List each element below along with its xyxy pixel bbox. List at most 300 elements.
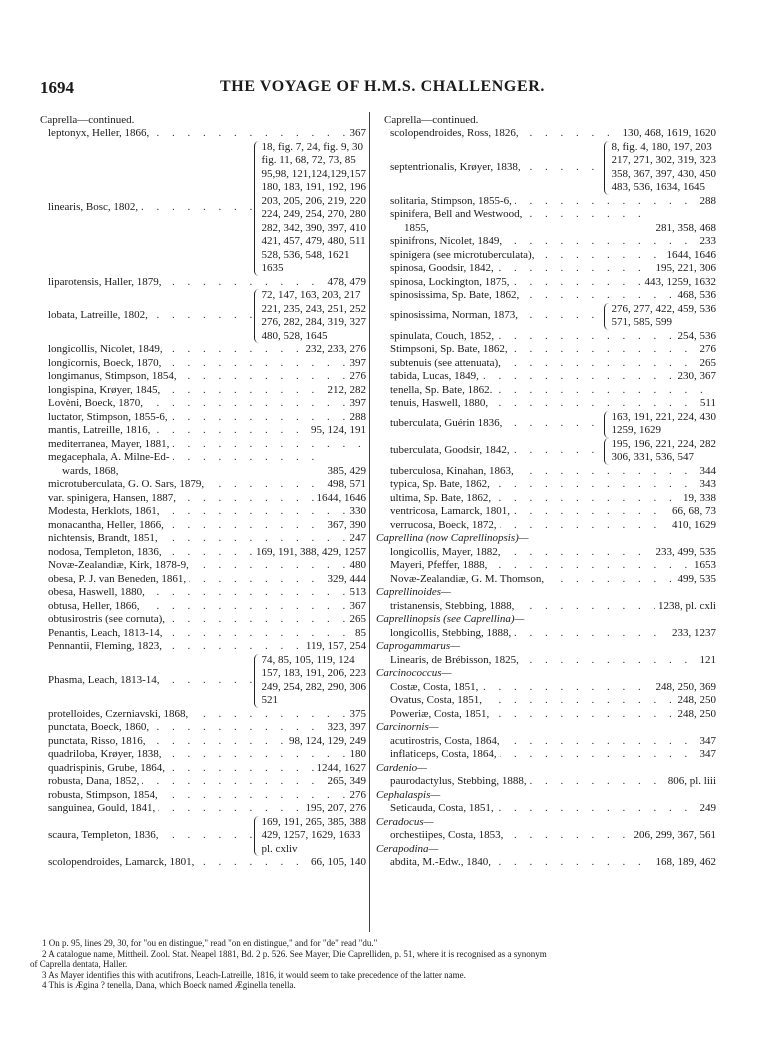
entry-name-text: tuberculosa, Kinahan, 1863,: [390, 465, 517, 477]
entry-name: [48, 411, 347, 425]
entry-name-text: subtenuis (see attenuata),: [390, 357, 504, 369]
entry-name: [390, 478, 697, 492]
entry-name-text: spinosissima, Norman, 1873,: [390, 309, 521, 321]
entry-name: [48, 276, 325, 290]
entry-name-text: liparotensis, Haller, 1879,: [48, 276, 165, 288]
entry-name-text: longicollis, Stebbing, 1888,: [390, 627, 514, 639]
entry-name: [390, 276, 642, 290]
entry-name: [48, 505, 347, 519]
index-entry: [376, 276, 716, 290]
index-entry: [376, 721, 716, 735]
entry-name-text: luctator, Stimpson, 1855-6,: [48, 411, 171, 423]
index-entry: [40, 573, 366, 587]
page-references: 212, 282: [325, 384, 367, 398]
entry-name-text: longicollis, Mayer, 1882,: [390, 546, 503, 558]
index-entry: [376, 330, 716, 344]
footnote: of Caprella dentata, Haller.: [30, 959, 128, 969]
left-entries: [40, 127, 366, 870]
entry-name: [390, 465, 697, 479]
reference-brace: [604, 438, 717, 465]
index-entry: [376, 681, 716, 695]
index-entry: [376, 667, 716, 681]
reference-line: 282, 342, 390, 397, 410: [261, 221, 366, 234]
page-references: 276: [347, 789, 367, 803]
entry-name: [390, 127, 620, 141]
entry-name-text: spinulata, Couch, 1852,: [390, 330, 497, 342]
genus-heading: Cardenio—: [376, 761, 427, 774]
entry-name-text: inflaticeps, Costa, 1864,: [390, 748, 500, 760]
reference-line: 429, 1257, 1629, 1633: [261, 829, 361, 841]
entry-name: [48, 424, 308, 438]
page-references: 265, 349: [325, 775, 367, 789]
genus-heading: Carcinornis—: [376, 721, 439, 733]
reference-brace: [254, 654, 367, 708]
page-number: 1694: [40, 78, 74, 97]
index-entry: [376, 735, 716, 749]
entry-name: [390, 249, 664, 263]
entry-name-text: leptonyx, Heller, 1866,: [48, 127, 152, 139]
entry-name: [390, 694, 675, 708]
reference-line: 521: [261, 694, 278, 706]
continued-heading: Caprella—continued.: [40, 114, 135, 126]
entry-name-text: mantis, Latreille, 1816,: [48, 424, 153, 436]
reference-brace: [604, 303, 717, 330]
entry-name: [48, 559, 347, 573]
reference-line: 169, 191, 265, 385, 388: [261, 815, 366, 828]
entry-name-text: Linearis, de Brébisson, 1825,: [390, 654, 522, 666]
index-entry: [40, 721, 366, 735]
entry-name: [390, 370, 675, 384]
entry-name: [390, 309, 604, 323]
reference-line: 163, 191, 221, 224, 430: [611, 410, 716, 423]
index-entry: [376, 640, 716, 654]
entry-name-line: spinifera, Bell and Westwood,: [390, 208, 525, 220]
page-references: 498, 571: [325, 478, 367, 492]
reference-brace: [254, 816, 367, 857]
reference-line: 18, fig. 7, 24, fig. 9, 30: [261, 140, 363, 153]
entry-name: [390, 417, 604, 431]
entry-name-text: robusta, Dana, 1852,: [48, 775, 142, 787]
reference-line: 571, 585, 599: [611, 316, 672, 328]
footnote: 1 On p. 95, lines 29, 30, for "ou en distingue," read "on en distingue," and for "de" read "du.": [42, 938, 378, 948]
reference-line: 1259, 1629: [611, 424, 661, 436]
index-entry: [40, 492, 366, 506]
entry-name: [390, 161, 604, 175]
entry-name: [390, 343, 697, 357]
entry-name: [48, 640, 303, 654]
entry-name-text: linearis, Bosc, 1802,: [48, 201, 141, 213]
entry-name: [390, 195, 697, 209]
reference-line: 483, 536, 1634, 1645: [611, 181, 705, 193]
index-entry: [40, 735, 366, 749]
entry-name-text: scolopendroides, Lamarck, 1801,: [48, 856, 197, 868]
reference-line: 95,98, 121,124,129,157: [261, 167, 366, 180]
entry-name: [48, 127, 347, 141]
entry-name: [390, 235, 697, 249]
index-entry: [376, 856, 716, 870]
index-entry: [376, 762, 716, 776]
reference-brace: [254, 141, 367, 276]
index-entry: [376, 748, 716, 762]
index-entry: [40, 802, 366, 816]
page-references: 511: [697, 397, 716, 411]
genus-heading: Caprellina (now Caprellinopsis)—: [376, 532, 529, 544]
index-entry: [40, 357, 366, 371]
index-entry: [40, 370, 366, 384]
reference-brace: [604, 411, 717, 438]
page-references: 410, 1629: [669, 519, 716, 533]
entry-name: [48, 451, 325, 478]
entry-name: [390, 492, 680, 506]
index-entry: [376, 519, 716, 533]
index-entry: [376, 654, 716, 668]
page-references: 180: [347, 748, 367, 762]
entry-name: [390, 505, 669, 519]
index-entry: [376, 775, 716, 789]
entry-name: [390, 775, 665, 789]
index-entry: [40, 397, 366, 411]
index-entry: [40, 505, 366, 519]
entry-name-text: nodosa, Templeton, 1836,: [48, 546, 165, 558]
continued-heading: Caprella—continued.: [384, 114, 479, 126]
index-entry: [376, 627, 716, 641]
entry-name-text: mediterranea, Mayer, 1881,: [48, 438, 172, 450]
reference-line: pl. cxliv: [261, 842, 298, 855]
entry-name: [390, 654, 697, 668]
index-entry: [40, 613, 366, 627]
entry-name: [48, 789, 347, 803]
reference-line: 221, 235, 243, 251, 252: [261, 302, 366, 315]
index-entry: [376, 789, 716, 803]
index-entry: [376, 478, 716, 492]
index-entry: [376, 843, 716, 857]
page-references: 443, 1259, 1632: [642, 276, 717, 290]
entry-name-text: Ovatus, Costa, 1851,: [390, 694, 485, 706]
index-entry: [376, 249, 716, 263]
entry-name-text: scaura, Templeton, 1836,: [48, 829, 162, 841]
entry-name: [48, 343, 303, 357]
genus-heading: Cephalaspis—: [376, 788, 441, 801]
index-entry: [40, 438, 366, 452]
entry-name-line: wards, 1868,: [62, 465, 122, 477]
entry-name: [48, 721, 325, 735]
entry-name: [390, 357, 697, 371]
page-references: 85: [352, 627, 366, 641]
reference-line: 480, 528, 1645: [261, 329, 328, 342]
index-entry: [376, 505, 716, 519]
page-references: 206, 299, 367, 561: [631, 829, 717, 843]
page-references: 397: [347, 357, 367, 371]
reference-line: fig. 11, 68, 72, 73, 85: [261, 154, 356, 166]
footnote: 2 A catalogue name, Mittheil. Zool. Stat. Neapel 1881, Bd. 2 p. 526. See Mayer, Die Caprelliden, p. 51, where it is recognised as a synonym: [42, 948, 547, 959]
entry-name-text: longicornis, Boeck, 1870,: [48, 357, 164, 369]
index-entry: [376, 208, 716, 235]
page-references: 347: [697, 735, 717, 749]
entry-name-text: quadrispinis, Grube, 1864,: [48, 762, 168, 774]
entry-name: [48, 357, 347, 371]
index-entry: [376, 694, 716, 708]
index-entry: [40, 816, 366, 857]
index-entry: [40, 141, 366, 276]
entry-name-text: obtusa, Heller, 1866,: [48, 600, 143, 612]
entry-name-text: sanguinea, Gould, 1841,: [48, 802, 158, 814]
entry-name-text: spinifrons, Nicolet, 1849,: [390, 235, 505, 247]
index-entry: [376, 532, 716, 546]
page-references: 249: [697, 802, 717, 816]
index-entry: [40, 559, 366, 573]
entry-name-text: Novæ-Zealandiæ, Kirk, 1878-9,: [48, 559, 192, 571]
entry-name-text: protelloides, Czerniavski, 1868,: [48, 708, 191, 720]
entry-name-text: robusta, Stimpson, 1854,: [48, 789, 161, 801]
page-references: 248, 250: [675, 694, 717, 708]
genus-heading: Caprogammarus—: [376, 640, 460, 652]
entry-name: [390, 444, 604, 458]
page-references: 385, 429: [325, 465, 367, 479]
entry-name-text: nichtensis, Brandt, 1851,: [48, 532, 161, 544]
reference-line: 217, 271, 302, 319, 323: [611, 154, 716, 166]
page-references: 478, 479: [325, 276, 367, 290]
index-entry: [376, 465, 716, 479]
entry-name: [48, 573, 325, 587]
index-entry: [376, 262, 716, 276]
index-entry: [376, 546, 716, 560]
entry-name-text: var. spinigera, Hansen, 1887,: [48, 492, 179, 504]
genus-heading: Cerapodina—: [376, 842, 439, 855]
entry-name: [48, 775, 325, 789]
genus-heading: Caprellinopsis (see Caprellina)—: [376, 613, 525, 625]
index-entry: [40, 856, 366, 870]
reference-line: 195, 196, 221, 224, 282: [611, 437, 716, 450]
page-references: 130, 468, 1619, 1620: [620, 127, 717, 141]
reference-line: 8, fig. 4, 180, 197, 203: [611, 140, 712, 153]
entry-name: [48, 802, 303, 816]
index-entry: [376, 384, 716, 398]
entry-name-text: acutirostris, Costa, 1864,: [390, 735, 503, 747]
entry-name-text: septentrionalis, Krøyer, 1838,: [390, 161, 524, 173]
entry-name: [48, 735, 286, 749]
entry-name-text: Novæ-Zealandiæ, G. M. Thomson,: [390, 573, 547, 585]
entry-name: [48, 309, 254, 323]
entry-name-text: microtuberculata, G. O. Sars, 1879,: [48, 478, 207, 490]
entry-name: [48, 397, 347, 411]
entry-name-text: monacantha, Heller, 1866,: [48, 519, 167, 531]
index-entry: [40, 640, 366, 654]
entry-name: [48, 708, 347, 722]
index-entry: [376, 127, 716, 141]
reference-line: 1635: [261, 262, 284, 274]
index-entry: [40, 627, 366, 641]
page-references: 98, 124, 129, 249: [286, 735, 366, 749]
page-references: 1644, 1646: [664, 249, 717, 263]
entry-name: [390, 681, 653, 695]
index-entry: [40, 708, 366, 722]
index-entry: [40, 789, 366, 803]
entry-name-line: 1855,: [404, 222, 432, 234]
entry-name: [48, 600, 347, 614]
reference-line: 249, 254, 282, 290, 306: [261, 680, 366, 693]
index-entry: [376, 829, 716, 843]
entry-name-text: abdita, M.-Edw., 1840,: [390, 856, 494, 868]
page-references: 276: [697, 343, 717, 357]
index-entry: [376, 492, 716, 506]
page-references: 323, 397: [325, 721, 367, 735]
entry-name: [48, 519, 325, 533]
entry-name-text: tenuis, Haswell, 1880,: [390, 397, 491, 409]
reference-line: 203, 205, 206, 219, 220: [261, 194, 366, 207]
entry-name-text: spinosa, Lockington, 1875,: [390, 276, 512, 288]
page-references: 169, 191, 388, 429, 1257: [253, 546, 366, 560]
index-entry: [376, 573, 716, 587]
index-entry: [376, 816, 716, 830]
entry-name: [390, 627, 669, 641]
genus-heading: Ceradocus—: [376, 815, 434, 828]
entry-name-text: scolopendroides, Ross, 1826,: [390, 127, 522, 139]
entry-name: [390, 708, 675, 722]
page-references: 480: [347, 559, 367, 573]
page-references: 247: [347, 532, 367, 546]
index-entry: [40, 384, 366, 398]
entry-name-text: tristanensis, Stebbing, 1888,: [390, 600, 517, 612]
index-entry: [376, 343, 716, 357]
entry-name: [390, 519, 669, 533]
index-entry: [40, 424, 366, 438]
index-entry: [376, 141, 716, 195]
entry-name: [390, 802, 697, 816]
reference-line: 421, 457, 479, 480, 511: [261, 235, 366, 247]
page-references: 66, 68, 73: [669, 505, 716, 519]
index-entry: [376, 586, 716, 600]
entry-name: [48, 546, 253, 560]
page-references: 195, 207, 276: [303, 802, 367, 816]
index-entry: [376, 559, 716, 573]
entry-name-text: Mayeri, Pfeffer, 1888,: [390, 559, 490, 571]
entry-name: [48, 856, 308, 870]
entry-name-text: spinosissima, Sp. Bate, 1862,: [390, 289, 522, 301]
page-references: 806, pl. liii: [665, 775, 716, 789]
index-entry: [40, 546, 366, 560]
index-entry: [40, 478, 366, 492]
page-references: 66, 105, 140: [308, 856, 366, 870]
entry-name-text: longicollis, Nicolet, 1849,: [48, 343, 166, 355]
entry-name: [48, 532, 347, 546]
entry-name: [390, 600, 655, 614]
page-references: 254, 536: [675, 330, 717, 344]
entry-name: [390, 856, 653, 870]
reference-line: 157, 183, 191, 206, 223: [261, 667, 366, 679]
index-entry: [376, 357, 716, 371]
entry-name: [48, 384, 325, 398]
entry-name: [48, 613, 347, 627]
entry-name-text: longimanus, Stimpson, 1854,: [48, 370, 180, 382]
left-column: [40, 114, 366, 870]
right-column: [376, 114, 716, 870]
reference-line: 276, 282, 284, 319, 327: [261, 316, 366, 328]
reference-brace: [254, 289, 367, 343]
reference-line: 74, 85, 105, 119, 124: [261, 653, 355, 666]
page-references: 233, 499, 535: [653, 546, 717, 560]
entry-name-text: spinosa, Goodsir, 1842,: [390, 262, 497, 274]
index-entry: [376, 613, 716, 627]
genus-heading: Caprellinoides—: [376, 586, 451, 598]
entry-name: [390, 330, 675, 344]
entry-name: [390, 546, 653, 560]
entry-name-text: Phasma, Leach, 1813-14,: [48, 674, 163, 686]
index-entry: [40, 289, 366, 343]
reference-line: 224, 249, 254, 270, 280: [261, 208, 366, 220]
index-entry: [40, 586, 366, 600]
footnotes: [30, 938, 750, 991]
page-references: 265: [697, 357, 717, 371]
page-references: 233, 1237: [669, 627, 716, 641]
entry-name-line: megacephala, A. Milne-Ed-: [48, 451, 173, 463]
entry-name-text: Penantis, Leach, 1813-14,: [48, 627, 166, 639]
reference-line: 358, 367, 397, 430, 450: [611, 167, 716, 180]
index-entry: [376, 600, 716, 614]
index-entry: [40, 762, 366, 776]
entry-name: [48, 627, 352, 641]
entry-name: [390, 397, 697, 411]
entry-name-text: ventricosa, Lamarck, 1801,: [390, 505, 513, 517]
page-references: 248, 250, 369: [653, 681, 717, 695]
entry-name-text: tabida, Lucas, 1849,: [390, 370, 482, 382]
entry-name: [48, 586, 347, 600]
entry-name: [390, 384, 713, 398]
entry-name-text: obesa, Haswell, 1880,: [48, 586, 148, 598]
index-entry: [376, 370, 716, 384]
entry-name-text: Stimpsoni, Sp. Bate, 1862,: [390, 343, 511, 355]
entry-name-text: solitaria, Stimpson, 1855-6,: [390, 195, 515, 207]
entry-name-text: quadriloba, Krøyer, 1838,: [48, 748, 165, 760]
column-divider: [369, 112, 370, 932]
page-header: [40, 78, 720, 102]
page-references: 232, 233, 276: [303, 343, 367, 357]
entry-name: [48, 492, 314, 506]
index-entry: [376, 303, 716, 330]
page-references: 119, 157, 254: [303, 640, 366, 654]
index-entry: [40, 451, 366, 478]
index-entry: [40, 127, 366, 141]
page-references: 367, 390: [325, 519, 367, 533]
page-references: 195, 221, 306: [653, 262, 717, 276]
page-references: 248, 250: [675, 708, 717, 722]
reference-line: 276, 277, 422, 459, 536: [611, 302, 716, 315]
index-entry: [40, 411, 366, 425]
index-entry: [40, 654, 366, 708]
entry-name-text: Lovèni, Boeck, 1870,: [48, 397, 146, 409]
index-entry: [40, 343, 366, 357]
reference-line: 180, 183, 191, 192, 196: [261, 181, 366, 193]
entry-name-text: punctata, Boeck, 1860,: [48, 721, 152, 733]
index-entry: [40, 532, 366, 546]
entry-name-text: punctata, Risso, 1816,: [48, 735, 148, 747]
entry-name-text: orchestiipes, Costa, 1853,: [390, 829, 506, 841]
index-entry: [376, 438, 716, 465]
entry-name-text: longispina, Krøyer, 1845,: [48, 384, 163, 396]
entry-name-text: tuberculata, Guérin 1836,: [390, 417, 505, 429]
entry-name-text: Costæ, Costa, 1851,: [390, 681, 481, 693]
entry-name-text: obesa, P. J. van Beneden, 1861,: [48, 573, 189, 585]
index-entry: [376, 289, 716, 303]
entry-name: [48, 201, 254, 215]
entry-name: [390, 289, 675, 303]
page-references: 281, 358, 468: [653, 222, 717, 236]
reference-line: 306, 331, 536, 547: [611, 451, 694, 463]
index-entry: [376, 235, 716, 249]
index-entry: [40, 600, 366, 614]
entry-name: [390, 559, 691, 573]
index-entry: [376, 708, 716, 722]
entry-name: [390, 262, 653, 276]
